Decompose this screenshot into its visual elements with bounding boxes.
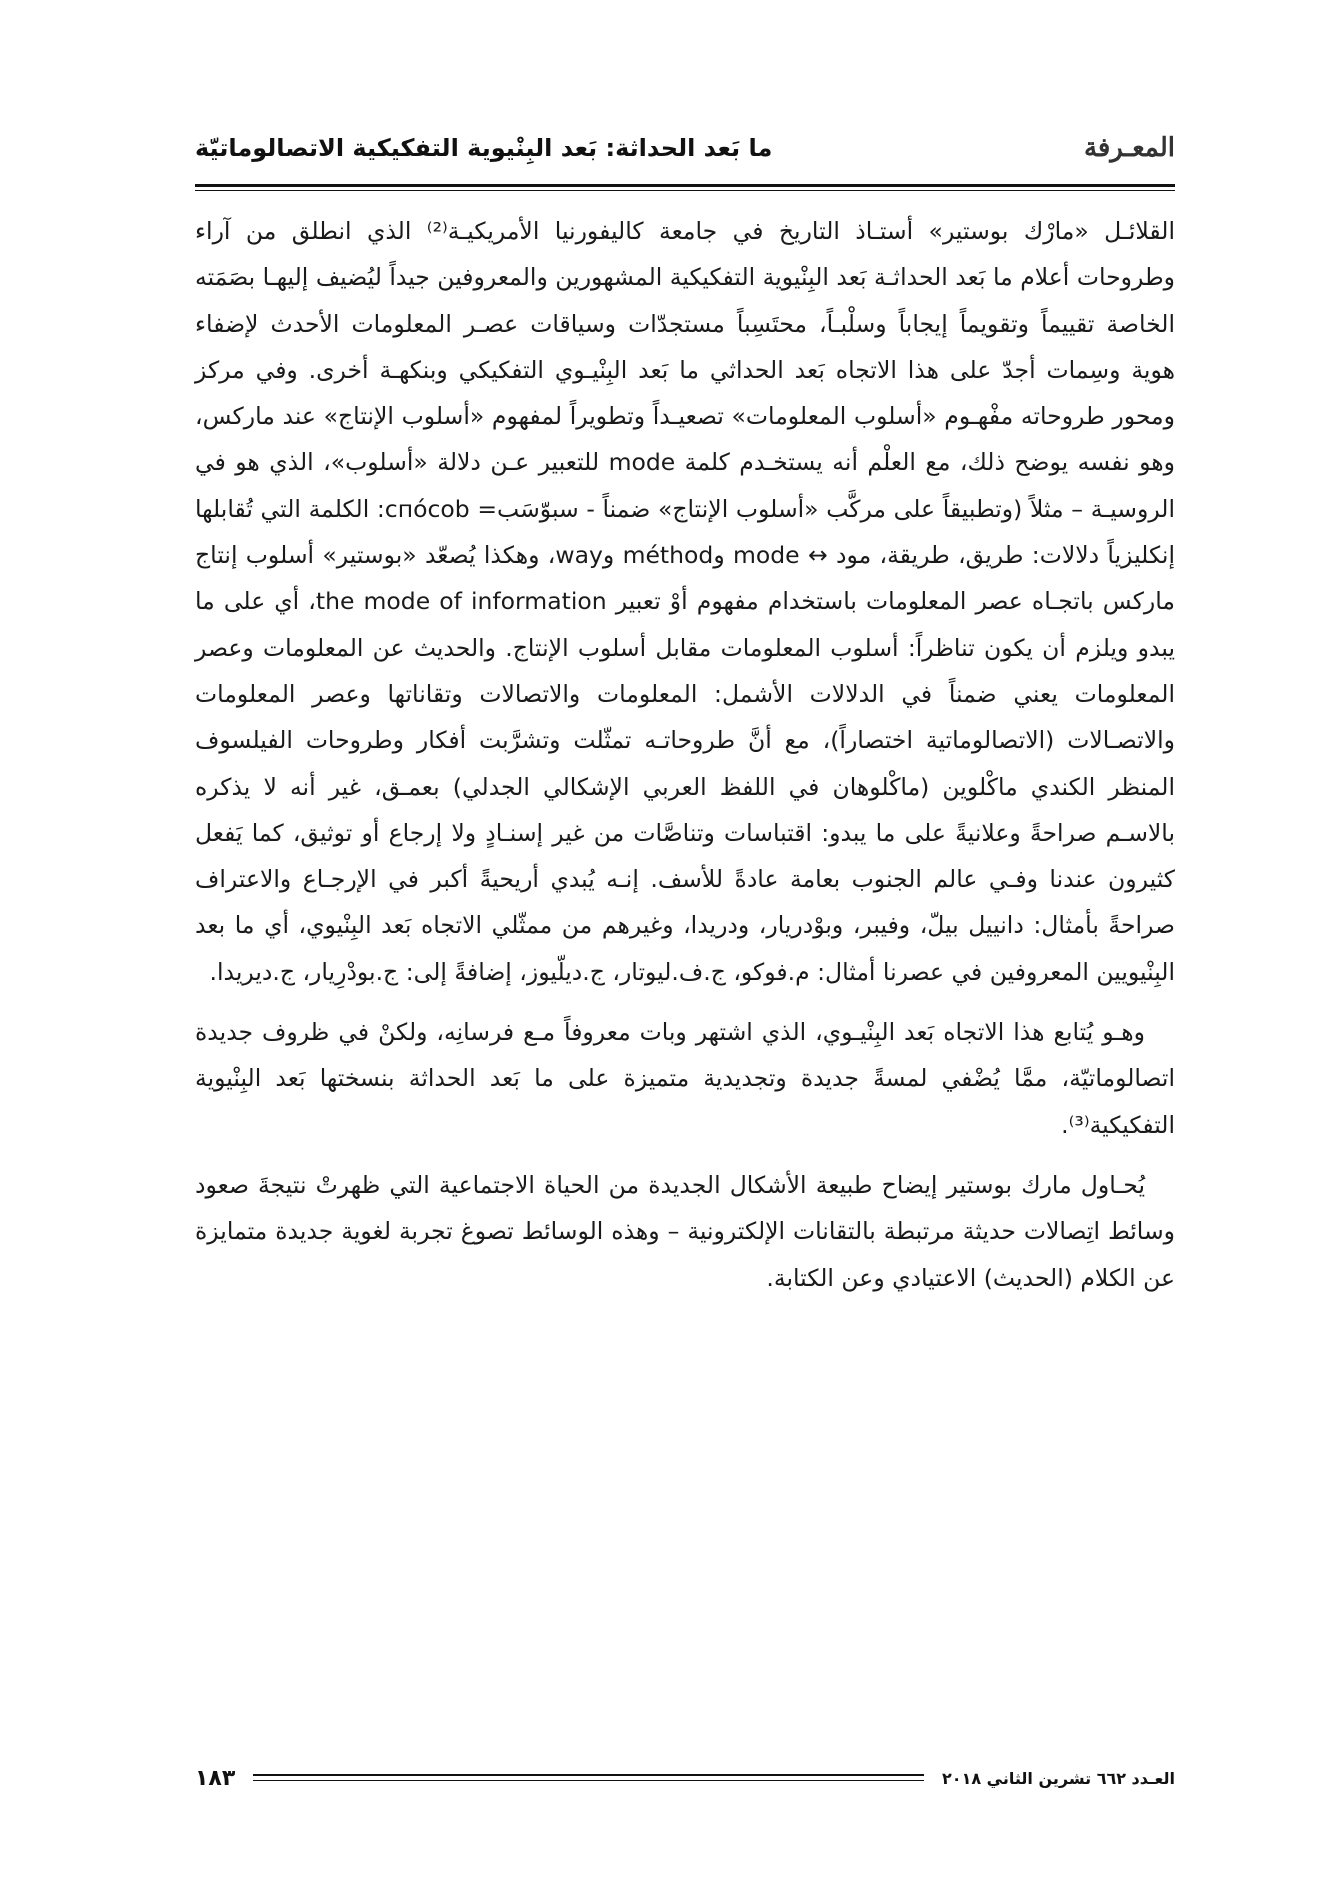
footer-rule: [253, 1772, 924, 1784]
journal-logo: المعـرفة: [1083, 133, 1175, 163]
page-header: [195, 118, 1175, 178]
article-body: [195, 208, 1175, 1315]
header-rule-thin: [195, 190, 1175, 191]
paragraph-2: وهـو يُتابع هذا الاتجاه بَعد البِنْيـوي، الذي اشتهر وبات معروفاً مـع فرسانِه، ولكنْ في ظروف جديدة اتصالوماتيّة، ممَّا يُضْفي لمسةً جديدة وتجديدية متميزة على ما بَعد الحداثة بنسختها بَعد البِنْيوية التفكيكية⁽³⁾.: [195, 1018, 1175, 1139]
paragraph-1: القلائـل «مارْك بوستير» أستـاذ التاريخ في جامعة كاليفورنيا الأمريكيـة⁽²⁾ الذي انطلق من آراء وطروحات أعلام ما بَعد الحداثـة بَعد البِنْيوية التفكيكية المشهورين والمعروفين جيداً ليُضيف إليهـا بصَمَته الخاصة تقييماً وتقويماً إيجاباً وسلْبـاً، محتَسِباً مستجدّات وسياقات عصـر المعلومات الأحدث لإضفاء هوية وسِمات أجدّ على هذا الاتجاه بَعد الحداثي ما بَعد البِنْيـوي التفكيكي وبنكهـة أخرى. وفي مركز ومحور طروحاته مفْهـوم «أسلوب المعلومات» تصعيـداً وتطويراً لمفهوم «أسلوب الإنتاج» عند ماركس، وهو نفسه يوضح ذلك، مع العلْم أنه يستخـدم كلمة mode للتعبير عـن دلالة «أسلوب»، الذي هو في الروسيـة – مثلاً (وتطبيقاً على مركَّب «أسلوب الإنتاج» ضمناً - سبوّسَب= cпóсob: الكلمة التي تُقابلها إنكليزياً دلالات: طريق، طريقة، مود ↔ mode وméthod وway، وهكذا يُصعّد «بوستير» أسلوب إنتاج ماركس باتجـاه عصر المعلومات باستخدام مفهوم أوْ تعبير the mode of information، أي على ما يبدو ويلزم أن يكون تناظراً: أسلوب المعلومات مقابل أسلوب الإنتاج. والحديث عن المعلومات وعصر المعلومات يعني ضمناً في الدلالات الأشمل: المعلومات والاتصالات وتقاناتها وعصر المعلومات والاتصـالات (الاتصالوماتية اختصاراً)، مع أنَّ طروحاتـه تمثّلت وتشرَّبت أفكار وطروحات الفيلسوف المنظر الكندي ماكْلوين (ماكْلوهان في اللفظ العربي الإشكالي الجدلي) بعمـق، غير أنه لا يذكره بالاسـم صراحةً وعلانيةً على ما يبدو: اقتباسات وتناصَّات من غير إسنـادٍ ولا إرجاع أو توثيق، كما يَفعل كثيرون عندنا وفـي عالم الجنوب بعامة عادةً للأسف. إنـه يُبدي أريحيةً أكبر في الإرجـاع والاعتراف صراحةً بأمثال: دانييل بيلّ، وفيبر، وبوْدريار، ودريدا، وغيرهم من ممثّلي الاتجاه بَعد البِنْيوي، أي ما بعد البِنْيويين المعروفين في عصرنا أمثال: م.فوكو، ج.ف.ليوتار، ج.ديلّيوز، إضافةً إلى: ج.بودْرِيار، ج.ديريدا.: [195, 217, 1175, 986]
page-number: ١٨٣: [195, 1765, 236, 1791]
issue-label: العـدد ٦٦٢ تشرين الثاني ٢٠١٨: [942, 1768, 1175, 1788]
running-title: ما بَعد الحداثة: بَعد البِنْيوية التفكيكية الاتصالوماتيّة: [195, 134, 773, 162]
header-rule: [195, 184, 1175, 187]
page-footer: [195, 1758, 1175, 1798]
paragraph-3: يُحـاول مارك بوستير إيضاح طبيعة الأشكال الجديدة من الحياة الاجتماعية التي ظهرتْ نتيجةَ صعود وسائط اتِصالات حديثة مرتبطة بالتقانات الإلكترونية – وهذه الوسائط تصوغ تجربة لغوية جديدة متمايزة عن الكلام (الحديث) الاعتيادي وعن الكتابة.: [195, 1170, 1175, 1292]
